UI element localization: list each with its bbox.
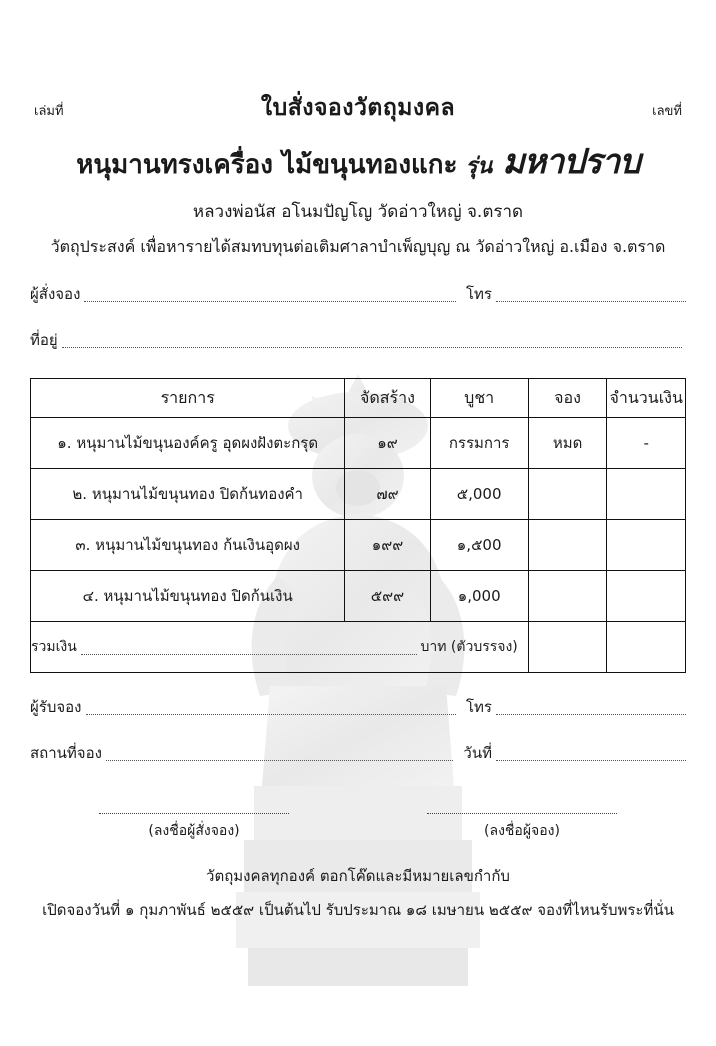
receiver-tel-label: โทร bbox=[465, 698, 492, 716]
table-row bbox=[31, 571, 686, 622]
total-input[interactable] bbox=[81, 654, 417, 655]
address-input[interactable] bbox=[62, 347, 682, 348]
column-header-price: บูชา bbox=[430, 379, 528, 418]
page-title: ใบสั่งจองวัตถุมงคล bbox=[260, 95, 456, 121]
receiver-field-row bbox=[30, 695, 686, 719]
cell-booked[interactable] bbox=[528, 571, 607, 622]
roon-label: รุ่น bbox=[465, 154, 493, 179]
cell-amount[interactable] bbox=[607, 571, 686, 622]
footer-note-2: เปิดจองวันที่ ๑ กุมภาพันธ์ ๒๕๕๙ เป็นต้นไป รับประมาณ ๑๘ เมษายน ๒๕๕๙ จองที่ไหนรับพระที่นั่น bbox=[42, 901, 674, 919]
date-input[interactable] bbox=[496, 760, 686, 761]
cell-price: ๕,000 bbox=[430, 469, 528, 520]
cell-booked[interactable] bbox=[528, 520, 607, 571]
signature-block bbox=[30, 813, 686, 842]
table-row bbox=[31, 418, 686, 469]
cell-item: ๓. หนุมานไม้ขนุนทอง ก้นเงินอุดผง bbox=[31, 520, 345, 571]
place-label: สถานที่จอง bbox=[30, 744, 102, 762]
table-total-row bbox=[31, 622, 686, 673]
cell-made: ๑๙ bbox=[345, 418, 430, 469]
total-suffix: บาท (ตัวบรรจง) bbox=[420, 639, 518, 655]
column-header-item: รายการ bbox=[31, 379, 345, 418]
cell-amount[interactable] bbox=[607, 520, 686, 571]
order-table bbox=[30, 378, 686, 673]
cell-item: ๔. หนุมานไม้ขนุนทอง ปิดก้นเงิน bbox=[31, 571, 345, 622]
table-header-row bbox=[31, 379, 686, 418]
cell-price: ๑,000 bbox=[430, 571, 528, 622]
address-label: ที่อยู่ bbox=[30, 331, 58, 349]
place-field-row bbox=[30, 741, 686, 765]
signature-left bbox=[69, 813, 319, 842]
address-field-row bbox=[30, 328, 686, 352]
header-top-row bbox=[30, 86, 686, 130]
footer-note-1: วัตถุมงคลทุกองค์ ตอกโค๊ดและมีหมายเลขกำกับ bbox=[206, 867, 510, 885]
place-input[interactable] bbox=[106, 760, 453, 761]
table-row bbox=[31, 469, 686, 520]
receiver-label: ผู้รับจอง bbox=[30, 698, 82, 716]
monk-temple-line: หลวงพ่อนัส อโนมปัญโญ วัดอ่าวใหญ่ จ.ตราด bbox=[192, 202, 524, 222]
column-header-booked: จอง bbox=[528, 379, 607, 418]
product-title-row bbox=[30, 134, 686, 188]
order-form-page bbox=[0, 86, 716, 1046]
cell-item: ๒. หนุมานไม้ขนุนทอง ปิดก้นทองคำ bbox=[31, 469, 345, 520]
cell-booked[interactable]: หมด bbox=[528, 418, 607, 469]
signature-right-label: (ลงชื่อผู้จอง) bbox=[484, 823, 560, 839]
receiver-tel-input[interactable] bbox=[496, 714, 686, 715]
orderer-tel-input[interactable] bbox=[496, 301, 686, 302]
cell-made: ๕๙๙ bbox=[345, 571, 430, 622]
cell-booked[interactable] bbox=[528, 469, 607, 520]
orderer-field-row bbox=[30, 282, 686, 306]
roon-name: มหาปราบ bbox=[502, 142, 640, 182]
total-cell bbox=[31, 622, 529, 673]
orderer-input[interactable] bbox=[84, 301, 456, 302]
date-label: วันที่ bbox=[463, 744, 492, 762]
total-label: รวมเงิน bbox=[31, 639, 77, 655]
signature-left-line[interactable] bbox=[99, 813, 289, 814]
cell-made: ๗๙ bbox=[345, 469, 430, 520]
cell-item: ๑. หนุมานไม้ขนุนองค์ครู อุดผงฝังตะกรุด bbox=[31, 418, 345, 469]
cell-price: ๑,๕00 bbox=[430, 520, 528, 571]
column-header-amount: จำนวนเงิน bbox=[607, 379, 686, 418]
book-number-label: เล่มที่ bbox=[34, 104, 64, 119]
cell-amount[interactable]: - bbox=[607, 418, 686, 469]
purpose-line: วัตถุประสงค์ เพื่อหารายได้สมทบทุนต่อเติมศาลาบำเพ็ญบุญ ณ วัดอ่าวใหญ่ อ.เมือง จ.ตราด bbox=[50, 237, 666, 256]
column-header-made: จัดสร้าง bbox=[345, 379, 430, 418]
signature-right-line[interactable] bbox=[427, 813, 617, 814]
receiver-input[interactable] bbox=[86, 714, 456, 715]
cell-price: กรรมการ bbox=[430, 418, 528, 469]
document-number-label: เลขที่ bbox=[652, 104, 682, 119]
total-amount-cell[interactable] bbox=[607, 622, 686, 673]
signature-left-label: (ลงชื่อผู้สั่งจอง) bbox=[148, 823, 240, 839]
cell-made: ๑๙๙ bbox=[345, 520, 430, 571]
total-booked-cell[interactable] bbox=[528, 622, 607, 673]
orderer-tel-label: โทร bbox=[465, 285, 492, 303]
table-row bbox=[31, 520, 686, 571]
cell-amount[interactable] bbox=[607, 469, 686, 520]
signature-right bbox=[397, 813, 647, 842]
orderer-label: ผู้สั่งจอง bbox=[30, 285, 81, 303]
product-name: หนุมานทรงเครื่อง ไม้ขนุนทองแกะ bbox=[76, 150, 458, 180]
